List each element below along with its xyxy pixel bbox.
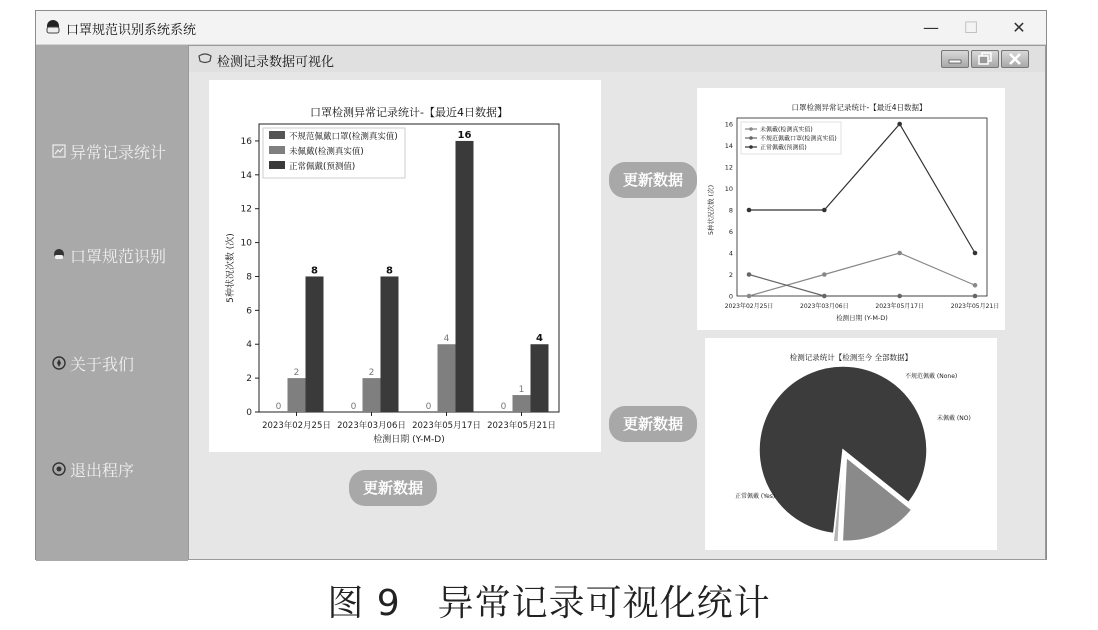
chart-title: 检测记录统计【检测至今 全部数据】 <box>789 353 913 362</box>
bar <box>306 276 324 412</box>
sidebar-item-anomaly-stats[interactable] <box>52 139 166 163</box>
y-tick-label: 12 <box>240 204 252 215</box>
x-tick-label: 2023年03月06日 <box>337 421 406 431</box>
restore-icon <box>972 51 998 67</box>
x-tick-label: 2023年05月21日 <box>950 303 1000 310</box>
bar-data-label: 2 <box>293 368 300 379</box>
y-tick-label: 12 <box>724 163 733 172</box>
pie-label: 正常佩戴 (Yes) <box>735 493 776 500</box>
y-axis-label: 5种状况次数 (次) <box>707 184 715 236</box>
pie-chart-panel <box>705 338 997 550</box>
pie-label: 不规范佩戴 (None) <box>905 373 958 380</box>
legend-marker <box>749 145 753 149</box>
data-point <box>897 294 902 299</box>
legend-swatch <box>269 161 285 169</box>
figure-caption: 图 9 异常记录可视化统计 <box>327 583 771 624</box>
bar <box>381 276 399 412</box>
bar-data-label: 1 <box>518 385 525 396</box>
bar-data-label: 0 <box>275 402 282 412</box>
subwindow-minimize-button[interactable] <box>941 50 969 68</box>
mask-icon <box>197 51 213 65</box>
data-point <box>897 251 902 256</box>
x-tick-label: 2023年02月25日 <box>262 421 331 431</box>
bar-data-label: 0 <box>500 402 507 412</box>
x-axis-label: 检测日期 (Y-M-D) <box>373 435 445 445</box>
data-point <box>897 122 902 127</box>
y-tick-label: 14 <box>724 142 733 150</box>
data-point <box>747 208 752 213</box>
subwindow-close-button[interactable] <box>1001 50 1029 68</box>
y-tick-label: 2 <box>728 271 733 279</box>
sidebar <box>36 45 188 561</box>
legend-label: 正常佩戴(预测值) <box>289 162 356 172</box>
window-titlebar <box>36 11 1046 45</box>
y-tick-label: 10 <box>240 238 252 249</box>
legend-marker <box>749 127 753 131</box>
bar-data-label: 8 <box>311 265 318 277</box>
minimize-button[interactable]: — <box>923 18 939 37</box>
legend-label: 不规范佩戴口罩(检测真实值) <box>289 132 398 142</box>
y-tick-label: 4 <box>728 249 733 258</box>
chart-title: 口罩检测异常记录统计-【最近4日数据】 <box>310 106 508 119</box>
data-point <box>973 294 978 299</box>
legend-marker <box>749 136 753 140</box>
data-point <box>973 283 978 288</box>
y-tick-label: 16 <box>724 120 733 129</box>
line-chart-panel <box>697 88 1005 330</box>
bar <box>531 344 549 412</box>
data-point <box>747 294 752 299</box>
visualization-subwindow <box>188 45 1046 560</box>
data-point <box>822 272 827 277</box>
close-button[interactable]: ✕ <box>1012 18 1026 37</box>
legend-label: 未佩戴(检测真实值) <box>289 147 364 157</box>
bar-data-label: 8 <box>386 265 393 277</box>
bar <box>288 378 306 412</box>
bar <box>363 378 381 412</box>
exit-icon <box>52 462 66 476</box>
y-tick-label: 6 <box>728 228 733 236</box>
bar <box>456 141 474 412</box>
data-point <box>973 251 978 256</box>
update-bar-data-button[interactable]: 更新数据 <box>349 470 437 506</box>
legend-swatch <box>269 131 285 139</box>
y-tick-label: 14 <box>240 170 252 181</box>
chart-title: 口罩检测异常记录统计-【最近4日数据】 <box>791 103 927 112</box>
sidebar-item-exit[interactable] <box>52 457 134 481</box>
y-tick-label: 0 <box>728 292 733 301</box>
maximize-button[interactable]: ☐ <box>963 18 979 37</box>
data-point <box>822 208 827 213</box>
legend-label: 不规范佩戴口罩(检测真实值) <box>760 135 837 143</box>
data-point <box>822 294 827 299</box>
y-tick-label: 6 <box>246 306 252 317</box>
bar-chart-panel <box>209 80 601 452</box>
sidebar-item-label: 退出程序 <box>70 460 135 480</box>
bar <box>513 395 531 412</box>
bar-data-label: 0 <box>350 402 357 412</box>
x-axis-label: 检测日期 (Y-M-D) <box>836 314 888 322</box>
bar-chart <box>209 80 601 452</box>
y-tick-label: 8 <box>728 206 733 215</box>
sidebar-item-label: 关于我们 <box>70 354 135 374</box>
update-pie-data-button[interactable]: 更新数据 <box>609 406 697 442</box>
bar-data-label: 4 <box>536 333 543 345</box>
x-tick-label: 2023年03月06日 <box>800 303 849 310</box>
compass-icon <box>52 356 66 370</box>
app-icon <box>44 19 62 37</box>
sidebar-item-label: 异常记录统计 <box>70 142 167 162</box>
sidebar-item-about-us[interactable] <box>52 351 134 375</box>
y-tick-label: 2 <box>246 374 252 385</box>
bar-data-label: 4 <box>443 334 450 345</box>
window-title: 口罩规范识别系统系统 <box>66 23 197 38</box>
legend-label: 正常佩戴(预测值) <box>760 144 807 152</box>
chart-icon <box>52 144 66 158</box>
bar-data-label: 2 <box>368 368 375 379</box>
series-line <box>749 253 975 296</box>
close-icon <box>1002 51 1028 67</box>
x-tick-label: 2023年05月17日 <box>875 303 924 310</box>
legend-swatch <box>269 146 285 154</box>
update-line-data-button[interactable]: 更新数据 <box>609 162 697 198</box>
subwindow-restore-button[interactable] <box>971 50 999 68</box>
y-tick-label: 0 <box>246 408 252 418</box>
sidebar-item-mask-recognition[interactable] <box>52 243 166 267</box>
legend-label: 未佩戴(检测真实值) <box>760 126 813 134</box>
x-tick-label: 2023年05月21日 <box>487 421 556 431</box>
minimize-icon <box>942 51 968 67</box>
subwindow-title: 检测记录数据可视化 <box>217 55 335 70</box>
pie-label: 未佩戴 (NO) <box>937 415 971 422</box>
data-point <box>747 272 752 277</box>
y-tick-label: 4 <box>246 340 252 351</box>
y-tick-label: 8 <box>246 272 252 283</box>
y-axis-label: 5种状况次数 (次) <box>226 233 236 303</box>
series-line <box>749 275 975 297</box>
subwindow-titlebar <box>189 46 1045 72</box>
y-tick-label: 16 <box>240 136 252 147</box>
bar-data-label: 16 <box>457 129 472 141</box>
sidebar-item-label: 口罩规范识别 <box>70 246 167 266</box>
pie-chart <box>705 338 997 550</box>
x-tick-label: 2023年02月25日 <box>724 303 774 310</box>
bar-data-label: 0 <box>425 402 432 412</box>
mask-person-icon <box>52 248 66 262</box>
line-chart <box>697 88 1005 330</box>
bar <box>438 344 456 412</box>
x-tick-label: 2023年05月17日 <box>412 421 481 431</box>
y-tick-label: 10 <box>724 185 733 193</box>
main-window <box>35 10 1047 560</box>
